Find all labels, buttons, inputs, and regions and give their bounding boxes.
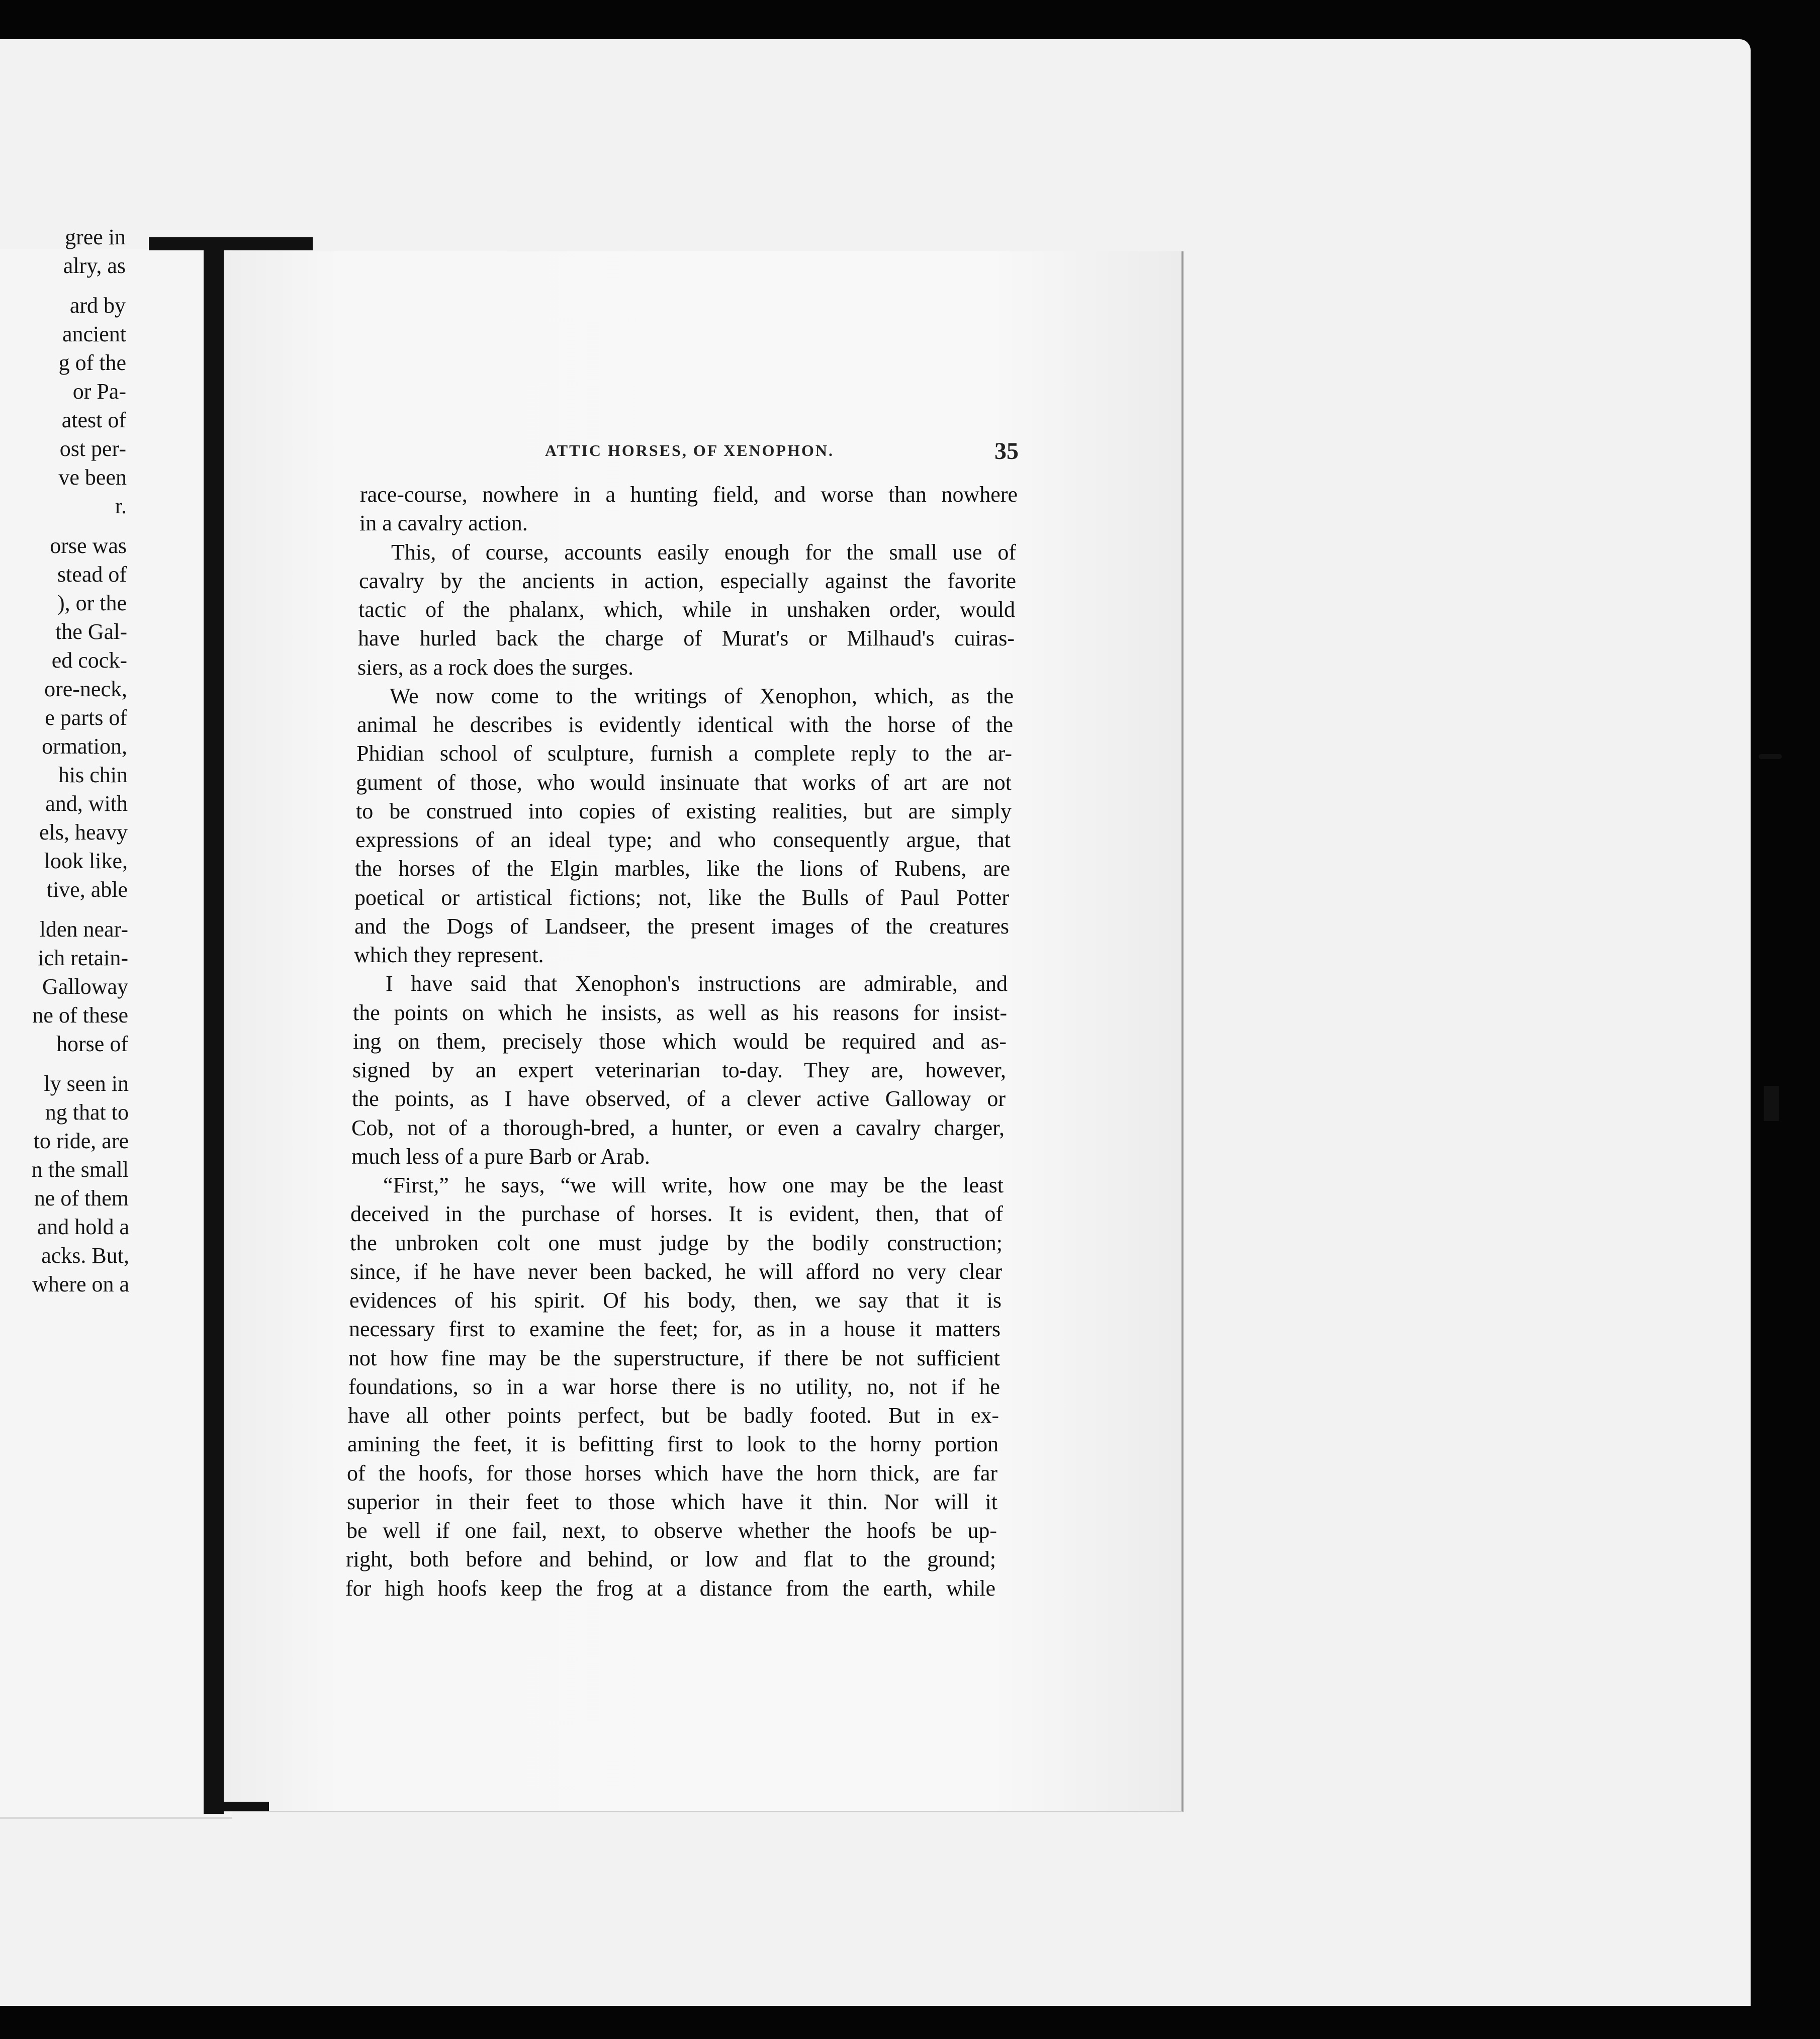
left-page: [0, 225, 232, 1819]
left-page-line: ard by: [69, 293, 126, 318]
left-page-line: to ride, are: [33, 1129, 129, 1153]
left-page-line: where on a: [32, 1272, 129, 1296]
text-line: siers, as a rock does the surges.: [357, 655, 634, 680]
left-page-line: ancient: [62, 322, 126, 346]
left-page-line: ormation,: [42, 734, 127, 759]
text-line: expressions of an ideal type; and who consequently argue, that: [355, 827, 1011, 852]
text-line: tactic of the phalanx, which, while in unshaken order, would: [358, 597, 1015, 622]
text-line: ing on them, precisely those which would be required and as-: [353, 1029, 1007, 1054]
text-line: This, of course, accounts easily enough for the small use of: [391, 540, 1016, 565]
left-page-line: ly seen in: [44, 1071, 129, 1096]
left-page-line: ne of these: [32, 1003, 128, 1028]
left-page-line: g of the: [58, 350, 126, 375]
scan-speck: [1764, 1086, 1779, 1121]
text-line: signed by an expert veterinarian to-day. They are, however,: [352, 1058, 1006, 1082]
text-line: to be construed into copies of existing realities, but are simply: [356, 799, 1012, 823]
left-page-line: alry, as: [63, 253, 126, 278]
text-line: evidences of his spirit. Of his body, then, we say that it is: [349, 1288, 1002, 1313]
text-line: gument of those, who would insinuate that works of art are not: [356, 770, 1012, 795]
text-line: We now come to the writings of Xenophon, which, as the: [390, 684, 1014, 708]
text-line: right, both before and behind, or low and flat to the ground;: [346, 1547, 996, 1571]
text-line: in a cavalry action.: [359, 511, 528, 535]
left-page-line: his chin: [58, 763, 128, 787]
text-line: cavalry by the ancients in action, especially against the favorite: [359, 569, 1016, 593]
left-page-line: the Gal-: [55, 619, 127, 644]
text-line: the points, as I have observed, of a clever active Galloway or: [352, 1086, 1006, 1111]
left-page-line: ed cock-: [51, 648, 127, 673]
running-head: [545, 437, 1023, 468]
left-page-line: n the small: [31, 1157, 129, 1182]
book-spine: [204, 243, 224, 1814]
text-line: for high hoofs keep the frog at a distance from the earth, while: [345, 1576, 995, 1601]
left-page-line: look like,: [44, 849, 128, 873]
left-page-line: ore-neck,: [44, 677, 127, 701]
text-line: not how fine may be the superstructure, if there be not sufficient: [348, 1346, 1000, 1370]
text-line: race-course, nowhere in a hunting field, and worse than nowhere: [360, 482, 1018, 507]
left-page-line: r.: [115, 494, 127, 518]
text-line: deceived in the purchase of horses. It is evident, then, that of: [350, 1201, 1003, 1226]
left-page-line: ), or the: [57, 591, 127, 615]
left-page-line: orse was: [50, 533, 127, 558]
left-page-line: ng that to: [45, 1100, 129, 1125]
text-line: amining the feet, it is befitting first to look to the horny portion: [347, 1432, 998, 1456]
left-page-line: ve been: [58, 465, 127, 490]
binding-top-edge: [149, 237, 313, 250]
text-line: foundations, so in a war horse there is no utility, no, not if he: [348, 1374, 1000, 1399]
left-page-line: acks. But,: [41, 1243, 129, 1268]
text-line: Cob, not of a thorough-bred, a hunter, or even a cavalry charger,: [351, 1116, 1005, 1140]
text-line: animal he describes is evidently identical with the horse of the: [357, 712, 1013, 737]
left-page-line: els, heavy: [39, 820, 128, 845]
left-page-line: stead of: [57, 562, 127, 587]
text-line: poetical or artistical fictions; not, like the Bulls of Paul Potter: [354, 885, 1009, 910]
left-page-line: e parts of: [45, 705, 127, 730]
left-page-line: and hold a: [37, 1215, 129, 1239]
left-page-line: ne of them: [34, 1186, 129, 1211]
left-page-line: atest of: [61, 408, 126, 432]
left-page-line: gree in: [65, 225, 126, 249]
left-page-line: horse of: [56, 1032, 128, 1056]
text-line: have hurled back the charge of Murat's or Milhaud's cuiras-: [358, 626, 1015, 651]
text-line: have all other points perfect, but be badly footed. But in ex-: [348, 1403, 999, 1428]
left-page-line: or Pa-: [72, 379, 126, 404]
left-page-line: Galloway: [42, 974, 128, 999]
page-number: 35: [994, 438, 1019, 465]
binding-bottom-edge: [204, 1802, 269, 1811]
text-line: I have said that Xenophon's instructions are admirable, and: [386, 971, 1008, 996]
text-line: since, if he have never been backed, he will afford no very clear: [350, 1259, 1002, 1284]
left-page-line: and, with: [45, 791, 128, 816]
left-page-line: ich retain-: [38, 946, 128, 970]
text-line: necessary first to examine the feet; for, as in a house it matters: [349, 1317, 1000, 1341]
text-line: which they represent.: [354, 943, 544, 967]
scan-speck: [1759, 754, 1782, 759]
text-line: the horses of the Elgin marbles, like the lions of Rubens, are: [355, 856, 1010, 881]
text-line: the points on which he insists, as well as his reasons for insist-: [353, 1000, 1007, 1025]
text-line: the unbroken colt one must judge by the bodily construction;: [350, 1231, 1003, 1255]
text-line: of the hoofs, for those horses which have the horn thick, are far: [347, 1461, 997, 1486]
text-line: “First,” he says, “we will write, how one may be the least: [383, 1173, 1004, 1197]
text-line: be well if one fail, next, to observe whether the hoofs be up-: [346, 1518, 997, 1543]
text-line: and the Dogs of Landseer, the present images of the creatures: [354, 914, 1009, 939]
text-line: superior in their feet to those which have it thin. Nor will it: [347, 1490, 997, 1514]
text-line: much less of a pure Barb or Arab.: [351, 1144, 650, 1169]
left-page-line: tive, able: [46, 877, 128, 902]
left-page-line: ost per-: [59, 436, 126, 461]
running-title: ATTIC HORSES, OF XENOPHON.: [545, 441, 834, 459]
left-page-line: lden near-: [39, 917, 128, 942]
text-line: Phidian school of sculpture, furnish a complete reply to the ar-: [356, 741, 1012, 766]
